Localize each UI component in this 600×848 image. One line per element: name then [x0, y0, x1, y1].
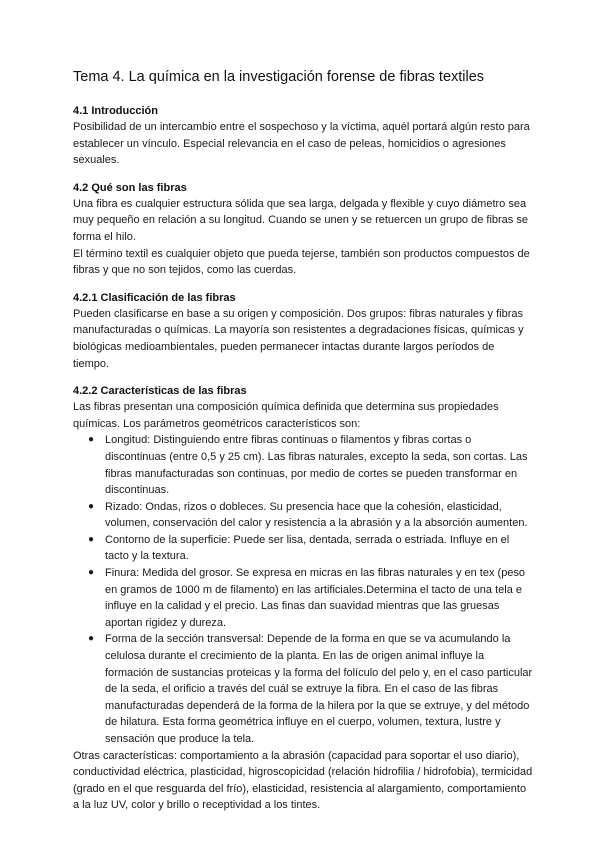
bullet-icon: ● [88, 633, 95, 645]
section-heading: 4.2 Qué son las fibras [73, 181, 187, 194]
list-item [88, 532, 533, 565]
bullet-icon: ● [88, 434, 95, 446]
paragraph: Posibilidad de un intercambio entre el sospechoso y la víctima, aquél portará algún resto para establecer un vínculo. Especial relevancia en el caso de peleas, homicidios o agresiones sexuales. [73, 121, 530, 167]
paragraph: Una fibra es cualquier estructura sólida que sea larga, delgada y flexible y cuyo diámetro sea muy pequeño en relación a su longitud. Cuando se unen y se retuercen un grupo de fibras se forma el hilo. [73, 197, 528, 243]
paragraph: Otras características: comportamiento a la abrasión (capacidad para soportar el uso diario), conductividad eléctrica, plasticidad, higroscopicidad (relación hidrofilia / hidrofobia), termicidad (grado en el que resguarda del frío), elasticidad, resistencia al alargamiento, comportamiento a la luz UV, color y brillo o receptividad a los tintes. [73, 749, 533, 812]
characteristics-list [73, 432, 533, 747]
paragraph: Las fibras presentan una composición química definida que determina sus propiedades químicas. Los parámetros geométricos característicos son: [73, 401, 499, 430]
section-heading: 4.2.1 Clasificación de las fibras [73, 291, 236, 304]
list-item-text: Contorno de la superficie: Puede ser lisa, dentada, serrada o estriada. Influye en el tacto y la textura. [105, 533, 510, 563]
paragraph: Pueden clasificarse en base a su origen y composición. Dos grupos: fibras naturales y fibras manufacturadas o químicas. La mayoría son resistentes a degradaciones físicas, químicas y biológicas medioambientales, pueden permanecer intactas durante largos períodos de tiempo. [73, 307, 524, 370]
list-item [88, 565, 533, 631]
section-que-son-las-fibras [73, 181, 533, 279]
bullet-icon: ● [88, 500, 95, 512]
list-item [88, 432, 533, 498]
bullet-icon: ● [88, 567, 95, 579]
list-item-text: Forma de la sección transversal: Depende de la forma en que se va acumulando la celulosa durante el crecimiento de la planta. En las de origen animal influye la formación de sustancias proteicas y la forma del folículo del pelo y, en el caso particular de la seda, el orificio a través del cuál se extruye la fibra. En el caso de las fibras manufacturadas dependerá de la forma de la hilera por la que se extruye, y del método de hilatura. Esta forma geométrica influye en el cuerpo, volumen, textura, lustre y sensación que produce la tela. [105, 633, 533, 745]
list-item-text: Longitud: Distinguiendo entre fibras continuas o filamentos y fibras cortas o discontinuas (entre 0,5 y 25 cm). Las fibras naturales, excepto la seda, son cortas. Las fibras manufacturadas son continuas, por medio de cortes se pueden transformar en discontinuas. [105, 434, 528, 497]
bullet-icon: ● [88, 533, 95, 545]
list-item [88, 499, 533, 532]
document-page [73, 68, 533, 826]
section-heading: 4.1 Introducción [73, 105, 158, 117]
section-introduccion [73, 104, 533, 169]
list-item [88, 631, 533, 747]
section-caracteristicas [73, 384, 533, 814]
section-clasificacion [73, 291, 533, 372]
list-item-text: Rizado: Ondas, rizos o dobleces. Su presencia hace que la cohesión, elasticidad, volumen, conservación del calor y resistencia a la abrasión y a la absorción aumenten. [105, 500, 528, 530]
list-item-text: Finura: Medida del grosor. Se expresa en micras en las fibras naturales y en tex (peso en gramos de 1000 m de filamento) en las artificiales.Determina el tacto de una tela e influye en la calidad y el precio. Las finas dan suavidad mientras que las gruesas aportan rigidez y dureza. [105, 567, 526, 629]
paragraph: El término textil es cualquier objeto que pueda tejerse, también son productos compuestos de fibras y que no son tejidos, como las cuerdas. [73, 247, 530, 277]
document-title: Tema 4. La química en la investigación forense de fibras textiles [73, 69, 485, 85]
section-heading: 4.2.2 Características de las fibras [73, 385, 247, 398]
